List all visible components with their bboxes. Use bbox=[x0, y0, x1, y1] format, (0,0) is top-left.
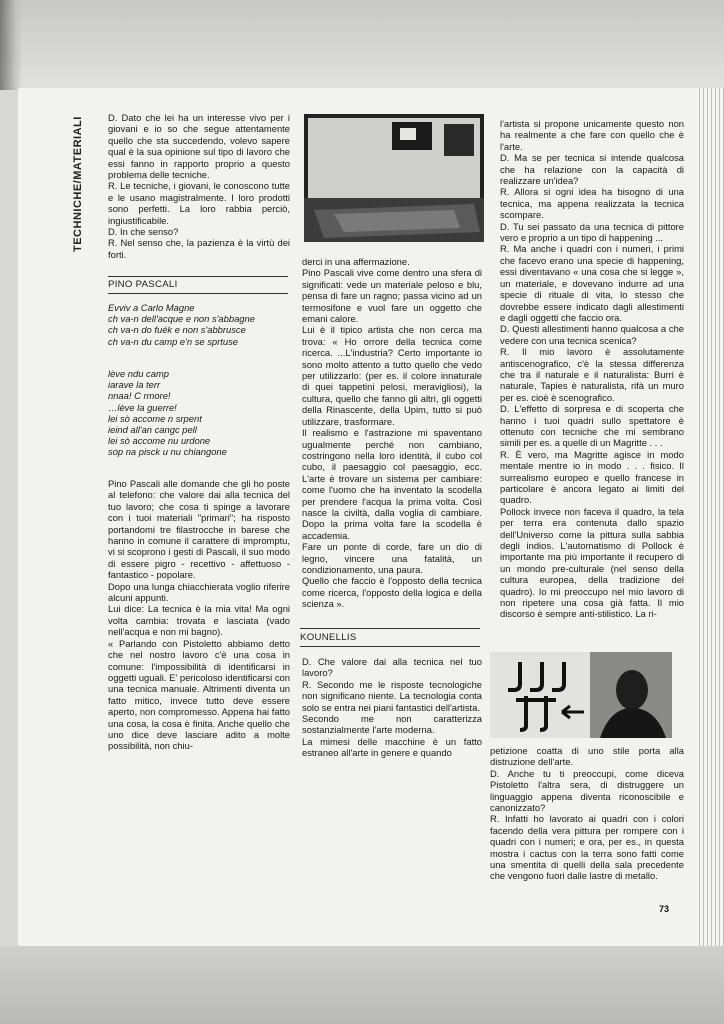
page-edge-stack bbox=[696, 88, 724, 946]
poem-line: ch va-n dell'acque e non s'abbagne bbox=[108, 313, 255, 325]
section-title: TECHNICHE/MATERIALI bbox=[72, 116, 84, 252]
paragraph: Il realismo e l'astrazione mi spaventano ugualmente perché non cambiano, costringono nella loro identità, il cubo col cubo, il paesaggio col paesaggio, ecc. L'arte è trovare un sistema per cambiare: come l'uomo che ha inventato la scodella per prendere l'acqua la prima volta. Così nasce la civiltà, dalla voglia di cambiare. Dopo la prima volta fare la scodella è accademia. bbox=[302, 427, 482, 541]
question-youth: D. Dato che lei ha un interesse vivo per i giovani e io so che segue attentamente quello che sta succedendo, volevo sapere qual è la sua opinione sul tipo di lavoro che essi fanno in rapporto proprio a questo problema delle tecniche. bbox=[108, 112, 290, 181]
poem-line: iarave la terr bbox=[108, 379, 161, 391]
heading-rule-top bbox=[108, 276, 288, 277]
scan-artifact bbox=[0, 0, 22, 90]
answer-technology: R. Secondo me le risposte tecnologiche non significano niente. La tecnologia conta solo se entra nei piani fantastici dell'artista. bbox=[302, 678, 482, 713]
answer-techniques: R. Le tecniche, i giovani, le conoscono tutte e le usano magistralmente. I loro prodotti sono perfetti. La loro rabbia perciò, ingiustificabile. bbox=[108, 180, 290, 226]
artwork-photo-pascali bbox=[304, 114, 484, 242]
poem-line: …lève la guerre! bbox=[108, 401, 177, 413]
paragraph: petizione coatta di uno stile porta alla distruzione dell'arte. bbox=[490, 745, 684, 768]
paragraph: D. Tu sei passato da una tecnica di pittore vero e proprio a un tipo di happening ... bbox=[500, 220, 684, 244]
paragraph: Quello che faccio è l'opposto della tecnica come ricerca, l'opposto della logica e della scienza ». bbox=[302, 575, 482, 610]
paragraph: La mimesi delle macchine è un fatto estraneo all'arte in genere e quando bbox=[302, 735, 482, 759]
paragraph: Dopo una lunga chiacchierata voglio riferire alcuni appunti. bbox=[108, 580, 290, 604]
column-3-kounellis bbox=[500, 118, 684, 620]
paragraph: D. L'effetto di sorpresa e di scoperta che hanno i tuoi quadri sullo spettatore è ottenuto con tecniche che mi sembrano simili per es. a quelle di un Magritte . . . bbox=[500, 403, 684, 449]
paragraph: R. È vero, ma Magritte agisce in modo mentale mentre io in modo . . . fisico. Il surrealismo europeo e quello francese in particolare è ancora legato ai limiti del quadro. bbox=[500, 448, 684, 506]
paragraph: R. Ma anche i quadri con i numeri, i primi che facevo erano una specie di happening, essi diventavano « una cosa che si legge », un materiale, e dovevano indurre ad una specie di rituale di vita, lo stesso che dovrebbe essere indicato dagli allestimenti e dagli oggetti che faccio ora. bbox=[500, 243, 684, 323]
paragraph: Pino Pascali alle domande che gli ho poste al telefono: che valore dai alla tecnica del tuo lavoro; che cosa ti spinge a lavorare con i tuoi materiali "primari"; ha risposto portandomi tre filastrocche in barese che hanno in comune il carattere di impromptu, vi si scoprono i gesti di Pascali, il suo modo di essere pigro - recettivo - affettuoso - fantastico - popolare. bbox=[108, 478, 290, 581]
paragraph: l'artista si propone unicamente questo non ha realmente a che fare con quello che è l'arte. bbox=[500, 118, 684, 152]
heading-rule-bottom bbox=[108, 293, 288, 294]
paragraph: Fare un ponte di corde, fare un dio di legno, vincere una fatalità, un condizionamento, una paura. bbox=[302, 541, 482, 575]
answer-patience: R. Nel senso che, la pazienza è la virtù dei forti. bbox=[108, 237, 290, 260]
photo-image bbox=[304, 114, 484, 242]
paragraph: D. Questi allestimenti hanno qualcosa a che vedere con una tecnica scenica? bbox=[500, 323, 684, 346]
paragraph: R. Allora si ogni idea ha bisogno di una tecnica, ma appena realizzata la tecnica scompare. bbox=[500, 186, 684, 221]
paragraph: Pino Pascali vive come dentro una sfera di significati: vede un materiale peloso e blu, pensa di fare un ragno; passa vicino ad un termosifone e vuol fare un oggetto che emani calore. bbox=[302, 267, 482, 325]
heading-pino-pascali: PINO PASCALI bbox=[108, 279, 178, 290]
question-sense: D. In che senso? bbox=[108, 226, 179, 238]
question-technique: D. Che valore dai alla tecnica nel tuo lavoro? bbox=[302, 656, 482, 679]
photo-image bbox=[490, 652, 672, 738]
paragraph: R. Infatti ho lavorato ai quadri con i colori facendo della vera pittura per rompere con i quadri con i numeri; e ora, per es., in questa mostra i cactus con la terra sono fatti come una smentita di quelli della sala precedente che vengono fuori dalle lastre di metallo. bbox=[490, 813, 684, 882]
column-3-continuation bbox=[490, 745, 684, 882]
column-1-body bbox=[108, 478, 290, 752]
artwork-photo-kounellis bbox=[490, 652, 672, 738]
poem-line: ch va-n du camp e'n se sprtuse bbox=[108, 335, 238, 347]
poem-line: lève ndu camp bbox=[108, 368, 169, 379]
paragraph: Secondo me non caratterizza sostanzialmente l'arte moderna. bbox=[302, 713, 482, 736]
poem-carlo-magne bbox=[108, 302, 255, 347]
poem-line: lei sò accome nu urdone bbox=[108, 435, 211, 447]
paragraph: R. Il mio lavoro è assolutamente antiscenografico, c'è la stessa differenza che tra il naturale e il naturalista: Burri è naturale, Tapies è naturalista, rifà un muro per es. cioè è scenografico. bbox=[500, 346, 684, 403]
poem-line: nnaa! C rmore! bbox=[108, 390, 171, 402]
poem-line: ch va-n do fuék e non s'abbrusce bbox=[108, 324, 246, 336]
paragraph: D. Anche tu ti preoccupi, come diceva Pistoletto l'altra sera, di distruggere un linguaggio appena diventa riconoscibile e canonizzato? bbox=[490, 767, 684, 814]
paragraph: Pollock invece non faceva il quadro, la tela per terra era contenuta dallo spazio dell'Universo come la pittura sulla sabbia degli indios. L'automatismo di Pollock è importante ma più importante il recupero di un mondo pre-culturale (nel senso della cultura europea, della tradizione del quadro). Io mi preoccupo nel mio lavoro di non ripetere una cosa già fatta. Il mio discorso è sempre anti-stilistico. La ri- bbox=[500, 505, 684, 620]
poem-leve-ndu-camp bbox=[108, 368, 227, 458]
scan-bottom-margin bbox=[0, 946, 724, 1024]
poem-line: sop na pisck u nu chiangone bbox=[108, 446, 227, 458]
paragraph: « Parlando con Pistoletto abbiamo detto che nel nostro lavoro c'è una cosa in comune: l'impossibilità di identificarsi in oggetti uguali. E' pericoloso identificarsi con una tecnica manuale. Altrimenti diventa un fatto mitico, invece tutto deve essere aperto, non compromesso. Appena hai fatto una cosa, la cosa è finita. Anche quello che uno dice deve lasciare adito a molte possibilità, non chiu- bbox=[108, 637, 290, 752]
heading-kounellis: KOUNELLIS bbox=[300, 632, 357, 643]
poem-line: lei sò accome n srpent bbox=[108, 412, 202, 424]
poem-line: Evviv a Carlo Magne bbox=[108, 302, 195, 313]
column-2-kounellis bbox=[302, 656, 482, 759]
paragraph: derci in una affermazione. bbox=[302, 256, 410, 267]
heading-rule-top bbox=[300, 628, 480, 629]
paragraph: Lui dice: La tecnica è la mia vita! Ma ogni volta cambia: trovata e lasciata (vado nell'acqua e non mi bagno). bbox=[108, 603, 290, 638]
paragraph: D. Ma se per tecnica si intende qualcosa che ha relazione con la capacità di realizzare un'idea? bbox=[500, 152, 684, 187]
column-1-interview bbox=[108, 112, 290, 260]
column-2-pascali bbox=[302, 256, 482, 610]
heading-rule-bottom bbox=[300, 646, 480, 647]
page-number: 73 bbox=[659, 904, 670, 914]
poem-line: ieind all'an cangc pell bbox=[108, 424, 197, 436]
paragraph: Lui è il tipico artista che non cerca ma trova: « Ho orrore della tecnica come ricerca. ...L'industria? Certo importante io sono molto attento a tutto quello che vedo per utilizzarlo: (per es. il colore innaturale di quei tappetini pelosi, meravigliosi), la cultura, quello che fanno gli altri, gli oggetti della Rinascente, della Upim, tutto si può utilizzare, trasformare. bbox=[302, 324, 482, 427]
scan-top-margin bbox=[0, 0, 724, 88]
